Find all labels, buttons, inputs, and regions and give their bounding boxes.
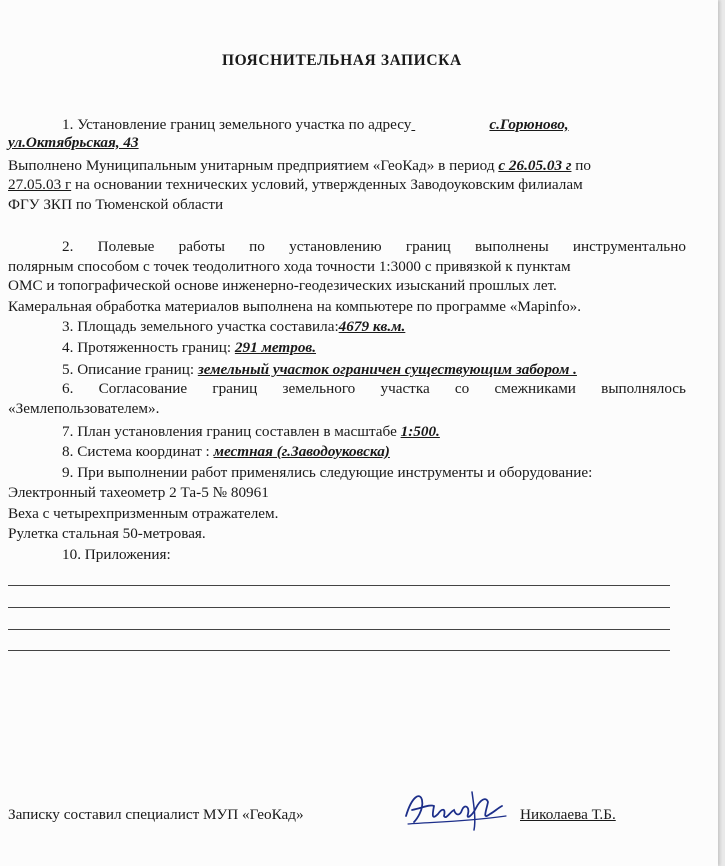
performer-line — [8, 157, 591, 175]
word: работы — [178, 238, 225, 255]
address-street: ул.Октябрьская, 43 — [8, 134, 139, 151]
length-value: 291 метров. — [234, 339, 317, 356]
word: по — [249, 238, 265, 255]
word: границ — [212, 380, 258, 397]
area-label: 3. Площадь земельного участка составила: — [62, 318, 339, 335]
length-label: 4. Протяженность границ: — [62, 339, 232, 356]
word: границ — [405, 238, 451, 255]
address-village: с.Горюново, — [489, 116, 569, 133]
coord-value: местная (г.Заводоуковска) — [213, 443, 390, 460]
section-10: 10. Приложения: — [62, 546, 171, 563]
section-2-line-1 — [62, 238, 686, 256]
compiled-by: Записку составил специалист МУП «ГеоКад» — [8, 806, 304, 823]
equipment-item: Веха с четырехпризменным отражателем. — [8, 505, 279, 522]
section-1-intro-text: 1. Установление границ земельного участка по адресу — [62, 116, 412, 133]
signature-image — [402, 786, 514, 834]
coord-label: 8. Система координат : — [62, 443, 210, 460]
word: Полевые — [97, 238, 155, 255]
word: 6. — [62, 380, 74, 397]
date-from: с 26.05.03 г — [498, 157, 572, 174]
performer-text: Выполнено Муниципальным унитарным предприятием «ГеоКад» в период — [8, 157, 495, 174]
attachment-line — [8, 629, 670, 630]
attachment-line — [8, 585, 670, 586]
word: выполнены — [475, 238, 549, 255]
equipment-item: Рулетка стальная 50-метровая. — [8, 525, 206, 542]
to-word: по — [575, 157, 591, 174]
word: участка — [380, 380, 430, 397]
section-2-line-2: полярным способом с точек теодолитного хода точности 1:3000 с привязкой к пунктам — [8, 258, 571, 275]
area-value: 4679 кв.м. — [338, 318, 406, 335]
word: смежниками — [494, 380, 576, 397]
word: инструментально — [572, 238, 686, 255]
word: выполнялось — [601, 380, 686, 397]
section-8 — [62, 443, 390, 461]
word: установлению — [289, 238, 382, 255]
section-3 — [62, 318, 405, 336]
word: со — [454, 380, 470, 397]
boundary-label: 5. Описание границ: — [62, 361, 195, 378]
basis-text: на основании технических условий, утвержденных Заводоуковским филиалам — [74, 176, 583, 193]
scale-value: 1:500. — [400, 423, 440, 440]
attachment-line — [8, 607, 670, 608]
section-9-intro: 9. При выполнении работ применялись следующие инструменты и оборудование: — [62, 464, 593, 481]
basis-line — [8, 176, 583, 194]
section-2-line-4: Камеральная обработка материалов выполнена на компьютере по программе «Mapinfo». — [8, 298, 582, 315]
section-2-line-3: ОМС и топографической основе инженерно-геодезических изысканий прошлых лет. — [8, 277, 557, 294]
section-7 — [62, 423, 440, 441]
word: Согласование — [98, 380, 188, 397]
equipment-item: Электронный тахеометр 2 Та-5 № 80961 — [8, 484, 269, 501]
word: земельного — [282, 380, 356, 397]
date-to: 27.05.03 г — [8, 176, 72, 193]
address-blank — [411, 116, 489, 134]
section-6-line-2: «Землепользователем». — [8, 400, 160, 417]
signer-name: Николаева Т.Б. — [520, 806, 616, 823]
word: 2. — [62, 238, 74, 255]
attachment-line — [8, 650, 670, 651]
document-title: ПОЯСНИТЕЛЬНАЯ ЗАПИСКА — [222, 52, 462, 69]
section-5 — [62, 361, 577, 379]
boundary-value: земельный участок ограничен существующим забором . — [197, 361, 577, 378]
scale-label: 7. План установления границ составлен в масштабе — [62, 423, 397, 440]
section-6-line-1 — [62, 380, 686, 398]
section-4 — [62, 339, 316, 357]
section-1-intro — [62, 116, 569, 134]
org-line: ФГУ ЗКП по Тюменской области — [8, 196, 224, 213]
address-street-line — [8, 134, 139, 152]
